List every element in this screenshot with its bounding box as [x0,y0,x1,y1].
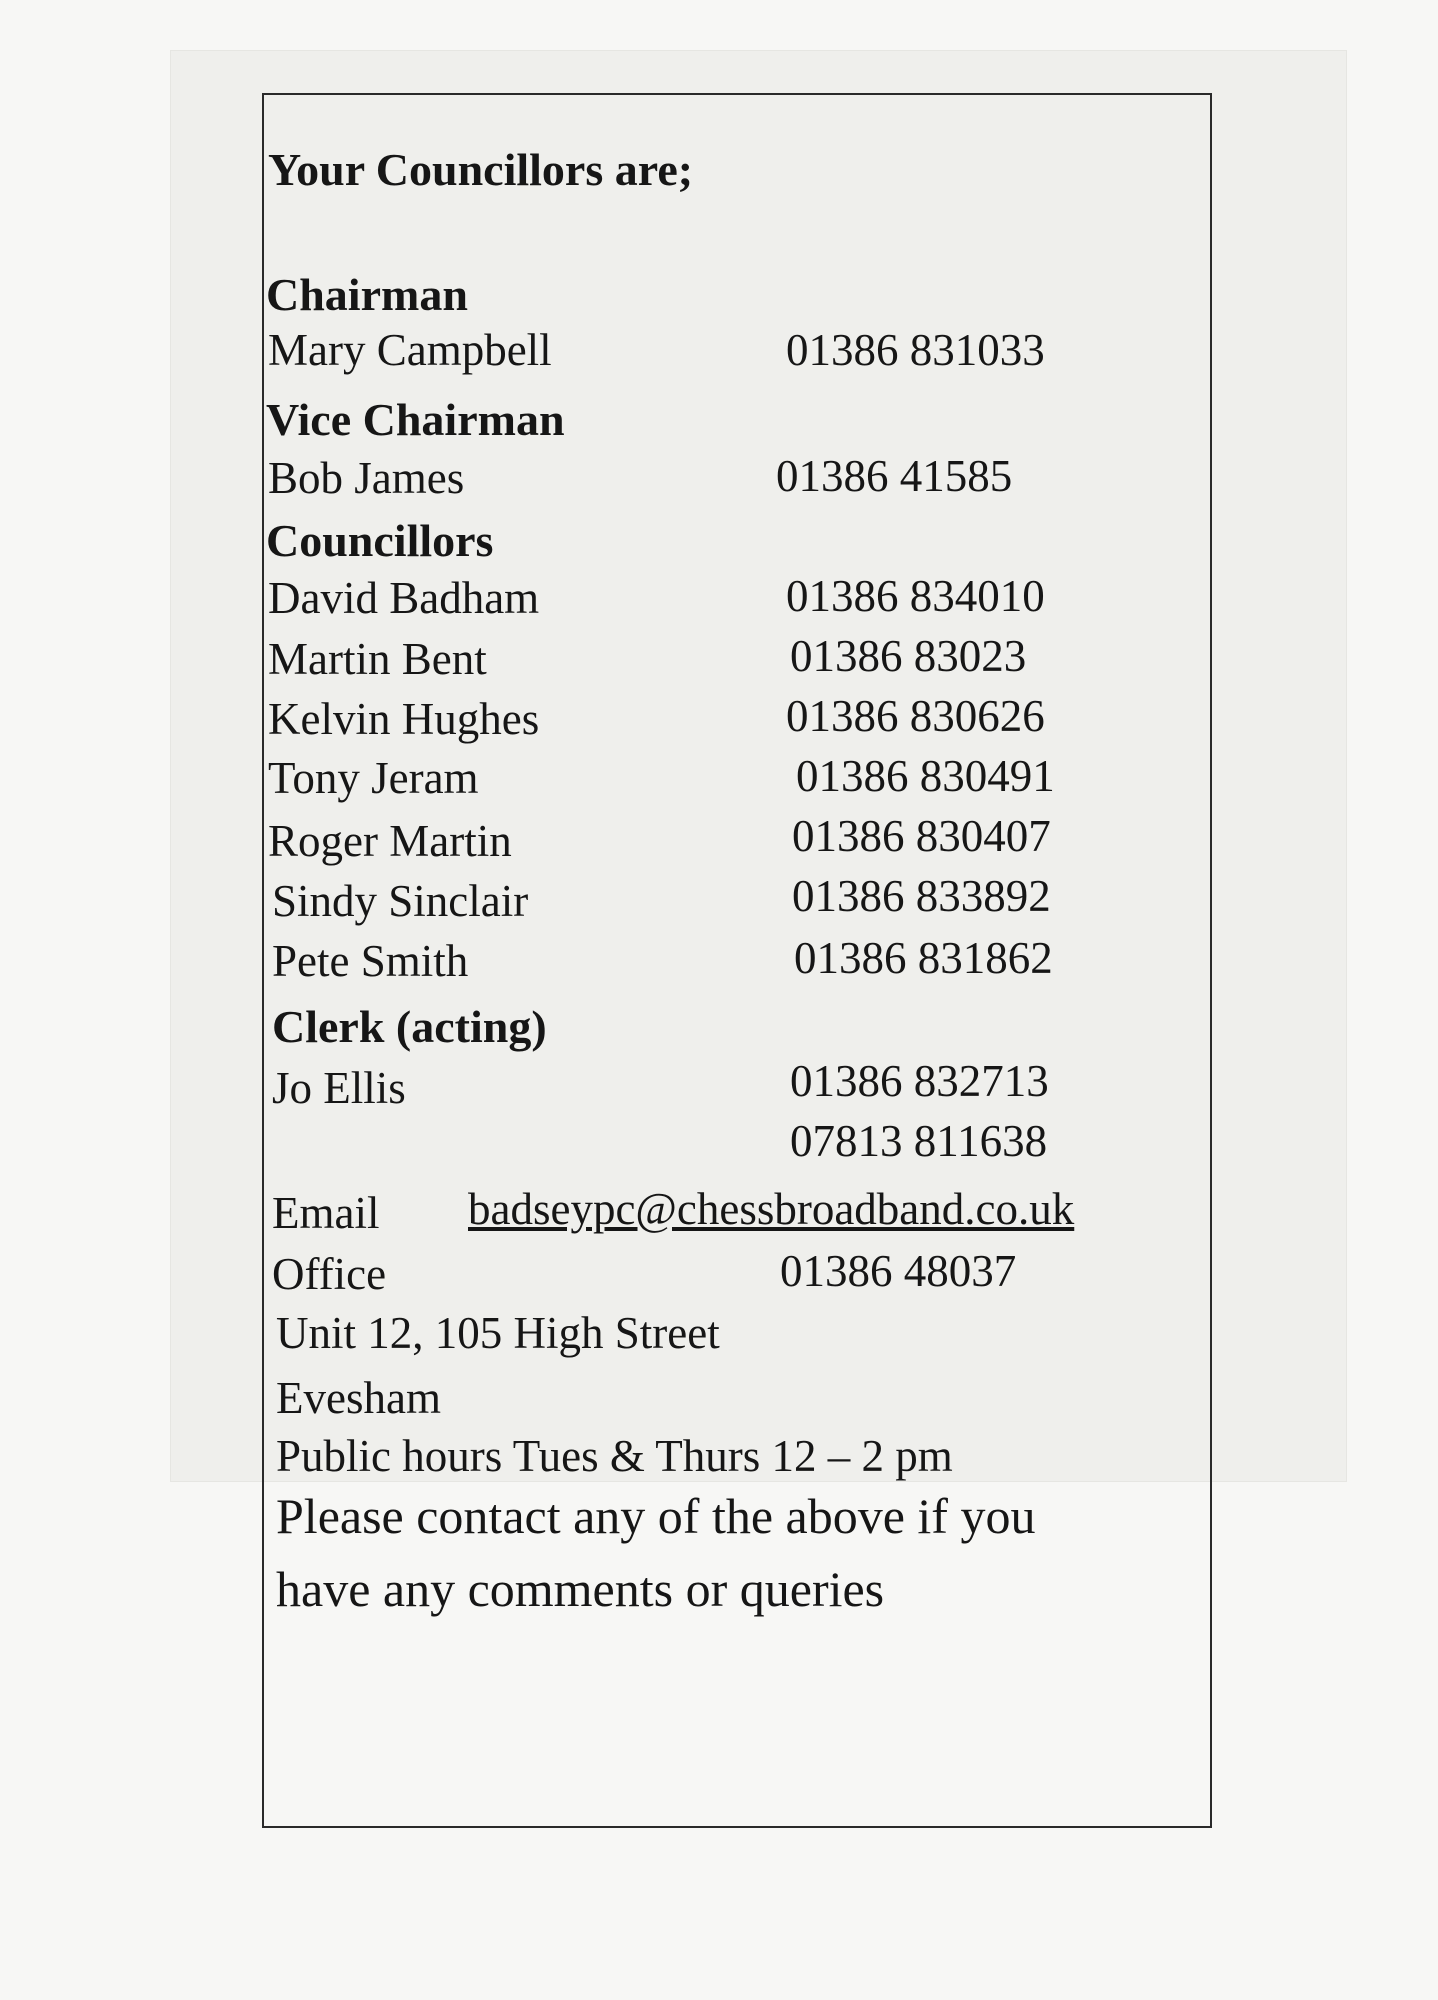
closing-line-1: Please contact any of the above if you [276,1488,1036,1544]
member-name: David Badham [268,573,540,623]
member-name: Mary Campbell [268,325,552,375]
member-name: Bob James [268,453,465,503]
member-phone: 01386 830407 [792,811,1051,861]
member-name: Roger Martin [268,816,512,866]
member-name: Jo Ellis [272,1063,406,1113]
section-title-clerk: Clerk (acting) [272,1001,547,1052]
member-phone: 01386 41585 [776,451,1013,501]
office-label: Office [272,1249,387,1299]
member-name: Pete Smith [272,936,469,986]
member-phone: 01386 833892 [792,871,1051,921]
page-heading: Your Councillors are; [268,144,694,195]
member-phone: 01386 834010 [786,571,1045,621]
section-title-vice-chairman: Vice Chairman [266,394,565,445]
section-title-chairman: Chairman [266,269,468,320]
member-name: Sindy Sinclair [272,876,529,926]
closing-line-2: have any comments or queries [276,1561,885,1617]
office-phone: 01386 48037 [780,1246,1017,1296]
member-phone: 01386 83023 [790,631,1027,681]
member-phone: 01386 830626 [786,691,1045,741]
member-name: Martin Bent [268,634,487,684]
member-phone: 01386 831033 [786,325,1045,375]
address-line-1: Unit 12, 105 High Street [276,1308,720,1358]
public-hours: Public hours Tues & Thurs 12 – 2 pm [276,1431,953,1481]
member-phone: 01386 832713 [790,1056,1049,1106]
member-phone-secondary: 07813 811638 [790,1116,1048,1166]
member-phone: 01386 830491 [796,751,1055,801]
email-link[interactable]: badseypc@chessbroadband.co.uk [468,1184,1075,1234]
member-phone: 01386 831862 [794,933,1053,983]
address-line-2: Evesham [276,1373,441,1423]
member-name: Kelvin Hughes [268,694,540,744]
member-name: Tony Jeram [268,753,479,803]
section-title-councillors: Councillors [266,515,494,566]
email-label: Email [272,1188,380,1238]
